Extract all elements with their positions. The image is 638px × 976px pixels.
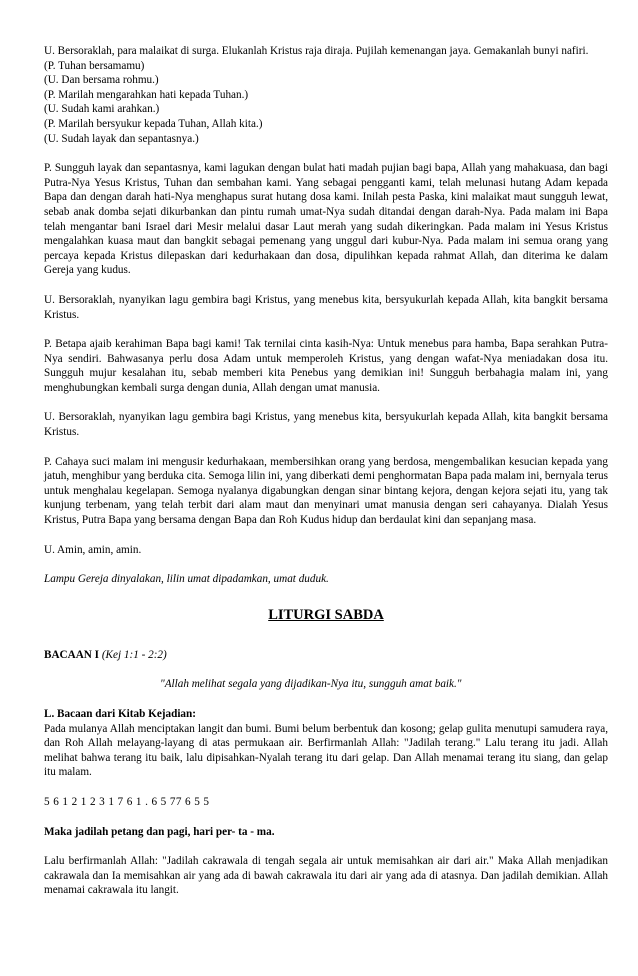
spacer — [44, 624, 608, 648]
paragraph-people-1: U. Bersoraklah, nyanyikan lagu gembira bagi Kristus, yang menebus kita, bersyukurlah kepada Allah, kita bangkit bersama Kristus. — [44, 293, 608, 321]
reading-reference: (Kej 1:1 - 2:2) — [101, 648, 167, 661]
spacer — [44, 692, 608, 707]
response-line: (P. Marilah mengarahkan hati kepada Tuhan.) — [44, 88, 249, 101]
spacer — [44, 587, 608, 602]
response-intro: U. Bersoraklah, para malaikat di surga. Elukanlah Kristus raja diraja. Pujilah kemenangan jaya. Gemakanlah bunyi nafiri. — [44, 45, 589, 57]
reading-text-2: Lalu berfirmanlah Allah: "Jadilah cakrawala di tengah segala air untuk memisahkan air dari air." Maka Allah menjadikan cakrawala dan Ia memisahkan air yang ada di bawah cakrawala itu dari air yang ada di atasnya. Dan jadilah demikian. Allah menamai cakrawala itu langit. — [44, 855, 608, 897]
refrain-text: Maka jadilah petang dan pagi, hari per- ta - ma. — [44, 825, 275, 838]
paragraph-amen: U. Amin, amin, amin. — [44, 543, 142, 556]
spacer — [44, 557, 608, 572]
response-line: (U. Sudah layak dan sepantasnya.) — [44, 132, 199, 145]
paragraph-people-2: U. Bersoraklah, nyanyikan lagu gembira bagi Kristus, yang menebus kita, bersyukurlah kepada Allah, kita bangkit bersama Kristus. — [44, 411, 608, 439]
spacer — [44, 278, 608, 293]
reading-text-1: Pada mulanya Allah menciptakan langit dan bumi. Bumi belum berbentuk dan kosong; gelap gulita menutupi samudera raya, dan Roh Allah melayang-layang di atas permukaan air. Berfirmanlah Allah: "Jadilah terang." Lalu terang itu jadi. Allah melihat bahwa terang itu baik, lalu dipisahkan-Nyalah terang itu dari gelap. Dan Allah menamai terang itu siang, dan gelap itu malam. — [44, 722, 608, 779]
rubric-text: Lampu Gereja dinyalakan, lilin umat dipadamkan, umat duduk. — [44, 573, 329, 586]
spacer — [44, 395, 608, 410]
reading-label: BACAAN I — [44, 648, 100, 661]
section-title: LITURGI SABDA — [268, 606, 384, 623]
music-notes: 5 6 1 2 1 2 3 1 7 6 1 . 6 5 77 6 5 5 — [44, 795, 210, 808]
spacer — [44, 662, 608, 677]
reading-label-line — [44, 648, 608, 663]
paragraph-priest-3: P. Cahaya suci malam ini mengusir kedurhakaan, membersihkan orang yang berdosa, mengembalikan kesucian kepada yang jatuh, menghibur yang berduka cita. Semoga lilin ini, yang diberkati demi penghormatan Bapa pada malam ini, bernyala terus untuk menghalau kegelapan. Semoga nyalanya digabungkan dengan sinar bintang kejora, dengan kejora sejati itu, yang tak kunjung terbenam, yang telah terbit dari alam maut dan menyinari umat manusia dengan seri cahayanya. Dialah Yesus Kristus, Putra Bapa yang bersama dengan Bapa dan Roh Kudus hidup dan berdaulat kini dan sepanjang masa. — [44, 455, 608, 527]
paragraph-priest-2: P. Betapa ajaib kerahiman Bapa bagi kami! Tak ternilai cinta kasih-Nya: Untuk menebus para hamba, Bapa serahkan Putra-Nya sendiri. Bahwasanya perlu dosa Adam untuk memperoleh Kristus, yang dengan wafat-Nya meniadakan dosa itu. Sungguh mujur kesalahan itu, sebab memberi kita Penebus yang demikian ini! Sungguh berbahagia malam ini, yang menghubungkan kembali surga dengan dunia, Allah dengan umat manusia. — [44, 338, 608, 394]
spacer — [44, 810, 608, 825]
spacer — [44, 839, 608, 854]
response-line: (U. Dan bersama rohmu.) — [44, 74, 159, 87]
spacer — [44, 322, 608, 337]
reading-quote: "Allah melihat segala yang dijadikan-Nya itu, sungguh amat baik." — [160, 678, 462, 691]
spacer — [44, 440, 608, 455]
response-line: (P. Tuhan bersamamu) — [44, 59, 145, 72]
spacer — [44, 780, 608, 795]
spacer — [44, 146, 608, 161]
reading-heading: L. Bacaan dari Kitab Kejadian: — [44, 708, 196, 720]
response-line: (U. Sudah kami arahkan.) — [44, 103, 160, 116]
paragraph-priest-1: P. Sungguh layak dan sepantasnya, kami lagukan dengan bulat hati madah pujian bagi bapa, Allah yang mahakuasa, dan bagi Putra-Nya Yesus Kristus, Tuhan dan sembahan kami. Yang sebagai pengganti kami, telah melunasi hutang Adam kepada Bapa dan dengan darah hati-Nya menghapus surat hutang dosa kami. Inilah pesta Paska, kini malaikat maut sungguh lewat, sebab anak domba sejati dikurbankan dan pintu rumah umat-Nya sudah ditandai dengan darah-Nya. Pada malam ini Bapa telah mengantar bani Israel dari Mesir melalui dasar Laut merah yang sudah dikeringkan. Pada malam ini Yesus Kristus mengalahkan kuasa maut dan bangkit sebagai pemenang yang unggul dari kubur-Nya. Pada malam ini semua orang yang percaya kepada Kristus dilepaskan dari kedurhakaan dan dosa, dipulihkan kepada rahmat Allah, dan diterima ke dalam Gereja yang kudus. — [44, 162, 608, 277]
spacer — [44, 528, 608, 543]
response-line: (P. Marilah bersyukur kepada Tuhan, Allah kita.) — [44, 117, 263, 130]
